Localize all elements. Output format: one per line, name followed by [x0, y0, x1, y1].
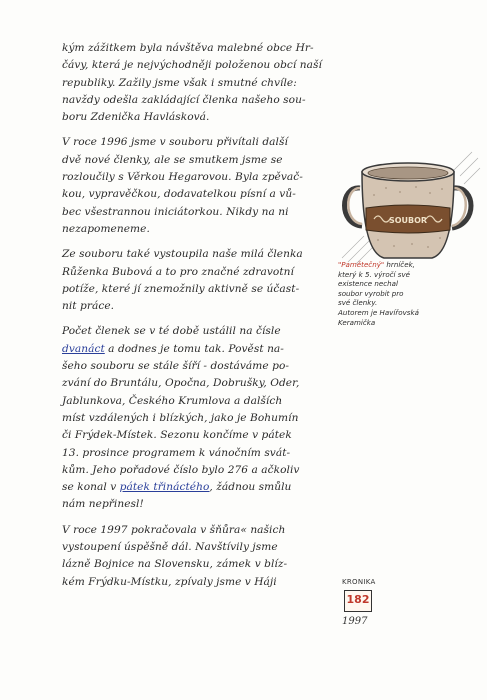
paragraph-1 — [62, 40, 344, 126]
chronicle-stamp — [330, 578, 400, 638]
chronicle-year: 1997 — [342, 616, 368, 627]
text-line: kým zážitkem byla návštěva malebné obce Hr- — [62, 42, 314, 54]
text-line: zvání do Bruntálu, Opočna, Dobrušky, Oder, — [62, 377, 300, 390]
text-line: Ze souboru také vystoupila naše milá členka — [62, 248, 303, 261]
text-line: potíže, které jí znemožnily aktivně se účast- — [62, 282, 300, 295]
handwritten-text — [62, 40, 344, 591]
text-line: V roce 1997 pokračovala v šňůra« našich — [62, 523, 286, 536]
text-fragment: a dodnes je tomu tak. Pověst na- — [104, 342, 284, 355]
highlight-friday-13: pátek třináctého — [119, 481, 210, 494]
text-line: 13. prosince programem k vánočním svát- — [62, 446, 291, 459]
caption-line: existence nechal — [338, 279, 398, 289]
caption-line: své členky. — [338, 298, 378, 308]
paragraph-5 — [62, 522, 344, 591]
illustration-caption — [338, 260, 487, 327]
highlight-twelve: dvanáct — [62, 342, 105, 355]
caption-line: Autorem je Havířovská — [338, 307, 419, 317]
paragraph-4 — [62, 323, 344, 513]
text-line: republiky. Zažily jsme však i smutné chvíle: — [62, 76, 297, 89]
caption-line: soubor vyrobit pro — [338, 288, 404, 298]
text-line: navždy odešla zakládající členka našeho sou- — [62, 93, 306, 106]
page-number-box — [344, 590, 372, 612]
text-line: nám nepřinesl! — [62, 498, 144, 511]
text-line: bec všestrannou iniciátorkou. Nikdy na ni — [62, 205, 289, 218]
text-line: vystoupení úspěšně dál. Navštívily jsme — [62, 541, 278, 554]
caption-line: který k 5. výročí své — [338, 269, 411, 279]
mug-label: SOUBOR — [388, 216, 428, 225]
text-line: míst vzdálených i blízkých, jako je Bohumín — [62, 411, 299, 424]
text-line: lázně Bojnice na Slovensku, zámek v blíz- — [62, 558, 288, 571]
caption-quote: "Pamětečný" — [338, 260, 385, 269]
text-line: Počet členek se v té době ustálil na čísle — [62, 325, 281, 338]
mug-icon — [334, 140, 484, 272]
page-number: 182 — [346, 593, 370, 606]
text-fragment: se konal v — [62, 481, 120, 494]
text-line: kům. Jeho pořadové číslo bylo 276 a ačkoliv — [62, 463, 300, 476]
text-line: boru Zdenička Havlásková. — [62, 111, 210, 124]
text-line: nit práce. — [62, 300, 115, 313]
text-line: nezapomeneme. — [62, 222, 150, 235]
paragraph-3 — [62, 246, 344, 315]
text-line: Jablunkova, Českého Krumlova a dalších — [62, 394, 283, 407]
text-line: šeho souboru se stále šíří - dostáváme po- — [62, 360, 290, 373]
text-line: či Frýdek-Místek. Sezonu končíme v pátek — [62, 429, 292, 442]
text-line — [62, 341, 344, 358]
text-fragment: , žádnou smůlu — [209, 481, 292, 494]
text-line: kém Frýdku-Místku, zpívaly jsme v Háji — [62, 575, 277, 588]
text-line — [62, 479, 344, 496]
text-line: Růženka Bubová a to pro značné zdravotní — [62, 265, 294, 278]
chronicle-title: KRONIKA — [342, 578, 376, 586]
text-line: rozloučily s Věrkou Hegarovou. Byla zpěvač- — [62, 171, 303, 184]
caption-line: Keramička — [338, 317, 376, 327]
caption-fragment: hrníček, — [384, 260, 415, 269]
text-line: čávy, která je nejvýchodněji položenou obcí naší — [62, 59, 322, 72]
caption-line — [338, 260, 487, 270]
text-line: kou, vypravěčkou, dodavatelkou písní a vů- — [62, 188, 296, 201]
text-line: V roce 1996 jsme v souboru přivítali další — [62, 136, 288, 149]
paragraph-2 — [62, 134, 344, 238]
text-line: dvě nové členky, ale se smutkem jsme se — [62, 153, 283, 166]
